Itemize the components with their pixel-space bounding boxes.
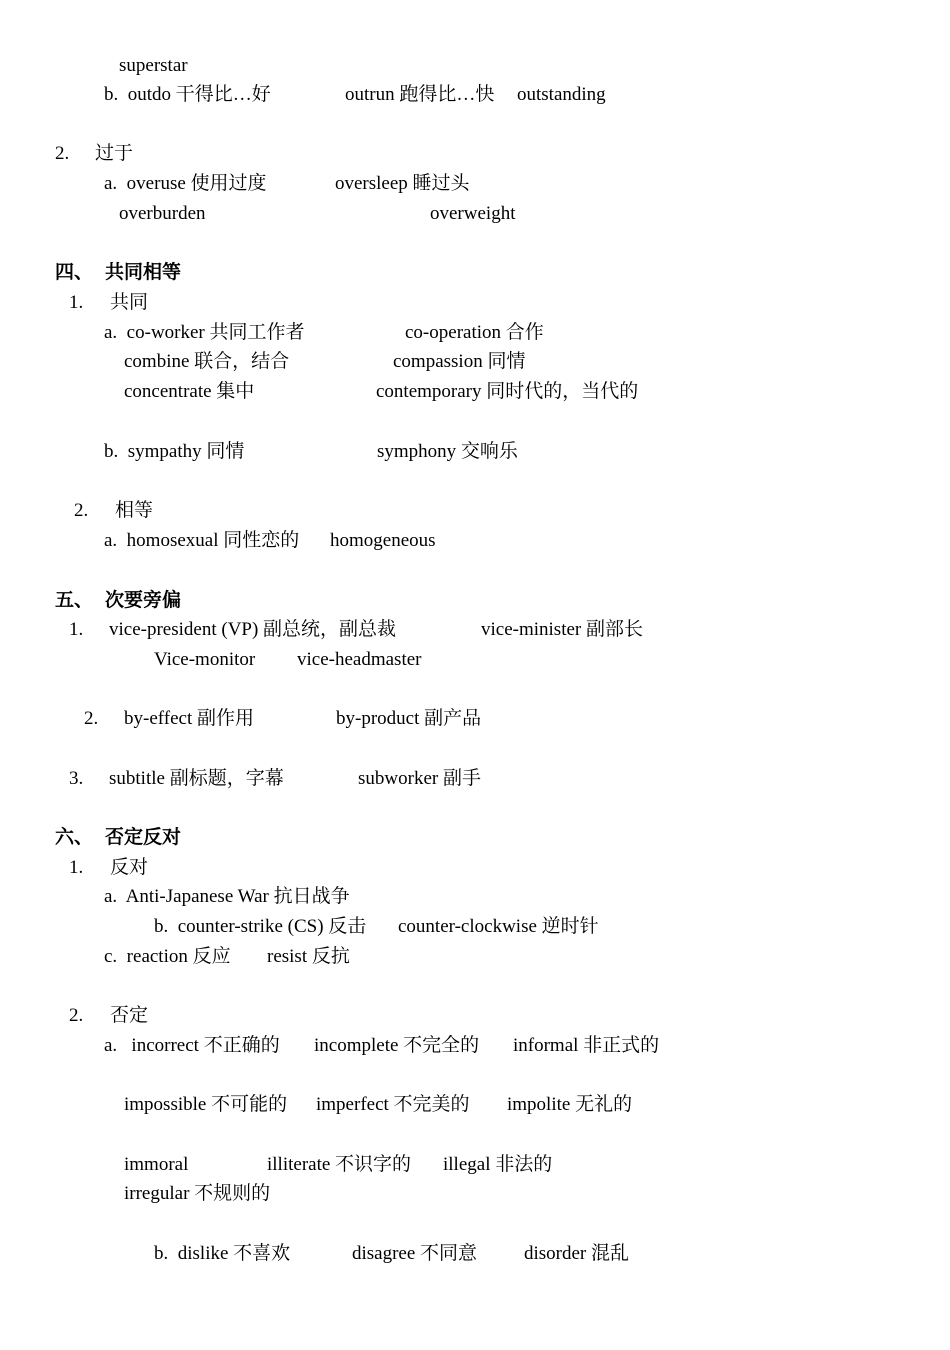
subsection-title: 共同 (110, 292, 149, 313)
word-entry: oversleep 睡过头 (335, 173, 470, 194)
word-entry: resist 反抗 (267, 946, 350, 967)
word-entry: impolite 无礼的 (507, 1094, 633, 1115)
word-entry: a. overuse 使用过度 (104, 173, 267, 194)
word-entry: combine 联合，结合 (124, 351, 290, 372)
word-entry: symphony 交响乐 (377, 441, 518, 462)
list-number: 2. (55, 143, 70, 164)
section-number: 六、 (55, 827, 94, 848)
word-entry: overweight (430, 203, 516, 224)
word-entry: a. homosexual 同性恋的 (104, 530, 300, 551)
word-entry: superstar (119, 55, 188, 76)
word-entry: b. counter-strike (CS) 反击 (154, 916, 367, 937)
word-entry: vice-headmaster (297, 649, 422, 670)
subsection-title: 过于 (95, 143, 134, 164)
word-entry: b. sympathy 同情 (104, 441, 245, 462)
word-entry: impossible 不可能的 (124, 1094, 288, 1115)
subsection-title: 相等 (115, 500, 154, 521)
list-number: 1. (69, 619, 84, 640)
word-entry: illiterate 不识字的 (267, 1154, 412, 1175)
word-entry: contemporary 同时代的，当代的 (376, 381, 639, 402)
word-entry: a. co-worker 共同工作者 (104, 322, 305, 343)
subsection-title: 否定 (110, 1005, 149, 1026)
word-entry: irregular 不规则的 (124, 1183, 271, 1204)
word-entry: by-product 副产品 (336, 708, 482, 729)
list-number: 2. (69, 1005, 84, 1026)
list-number: 2. (84, 708, 99, 729)
word-entry: illegal 非法的 (443, 1154, 553, 1175)
word-entry: imperfect 不完美的 (316, 1094, 470, 1115)
word-entry: subworker 副手 (358, 768, 481, 789)
word-entry: outstanding (517, 84, 606, 105)
word-entry: disorder 混乱 (524, 1243, 630, 1264)
word-entry: a. incorrect 不正确的 (104, 1035, 280, 1056)
list-number: 1. (69, 857, 84, 878)
word-entry: informal 非正式的 (513, 1035, 660, 1056)
word-entry: vice-president (VP) 副总统，副总裁 (109, 619, 397, 640)
word-entry: overburden (119, 203, 206, 224)
word-entry: compassion 同情 (393, 351, 526, 372)
word-entry: disagree 不同意 (352, 1243, 478, 1264)
section-heading: 次要旁偏 (105, 590, 182, 611)
list-number: 1. (69, 292, 84, 313)
word-entry: subtitle 副标题，字幕 (109, 768, 284, 789)
word-entry: outrun 跑得比…快 (345, 84, 495, 105)
word-entry: concentrate 集中 (124, 381, 255, 402)
word-entry: b. dislike 不喜欢 (154, 1243, 291, 1264)
list-number: 3. (69, 768, 84, 789)
word-entry: b. outdo 干得比…好 (104, 84, 271, 105)
section-heading: 否定反对 (105, 827, 182, 848)
section-number: 五、 (55, 590, 94, 611)
word-entry: by-effect 副作用 (124, 708, 254, 729)
word-entry: counter-clockwise 逆时针 (398, 916, 599, 937)
list-number: 2. (74, 500, 89, 521)
word-entry: immoral (124, 1154, 189, 1175)
word-entry: vice-minister 副部长 (481, 619, 643, 640)
word-entry: homogeneous (330, 530, 436, 551)
word-entry: incomplete 不完全的 (314, 1035, 480, 1056)
word-entry: Vice-monitor (154, 649, 256, 670)
word-entry: co-operation 合作 (405, 322, 544, 343)
subsection-title: 反对 (110, 857, 149, 878)
word-entry: a. Anti-Japanese War 抗日战争 (104, 886, 350, 907)
word-entry: c. reaction 反应 (104, 946, 231, 967)
section-heading: 共同相等 (105, 262, 182, 283)
section-number: 四、 (55, 262, 94, 283)
